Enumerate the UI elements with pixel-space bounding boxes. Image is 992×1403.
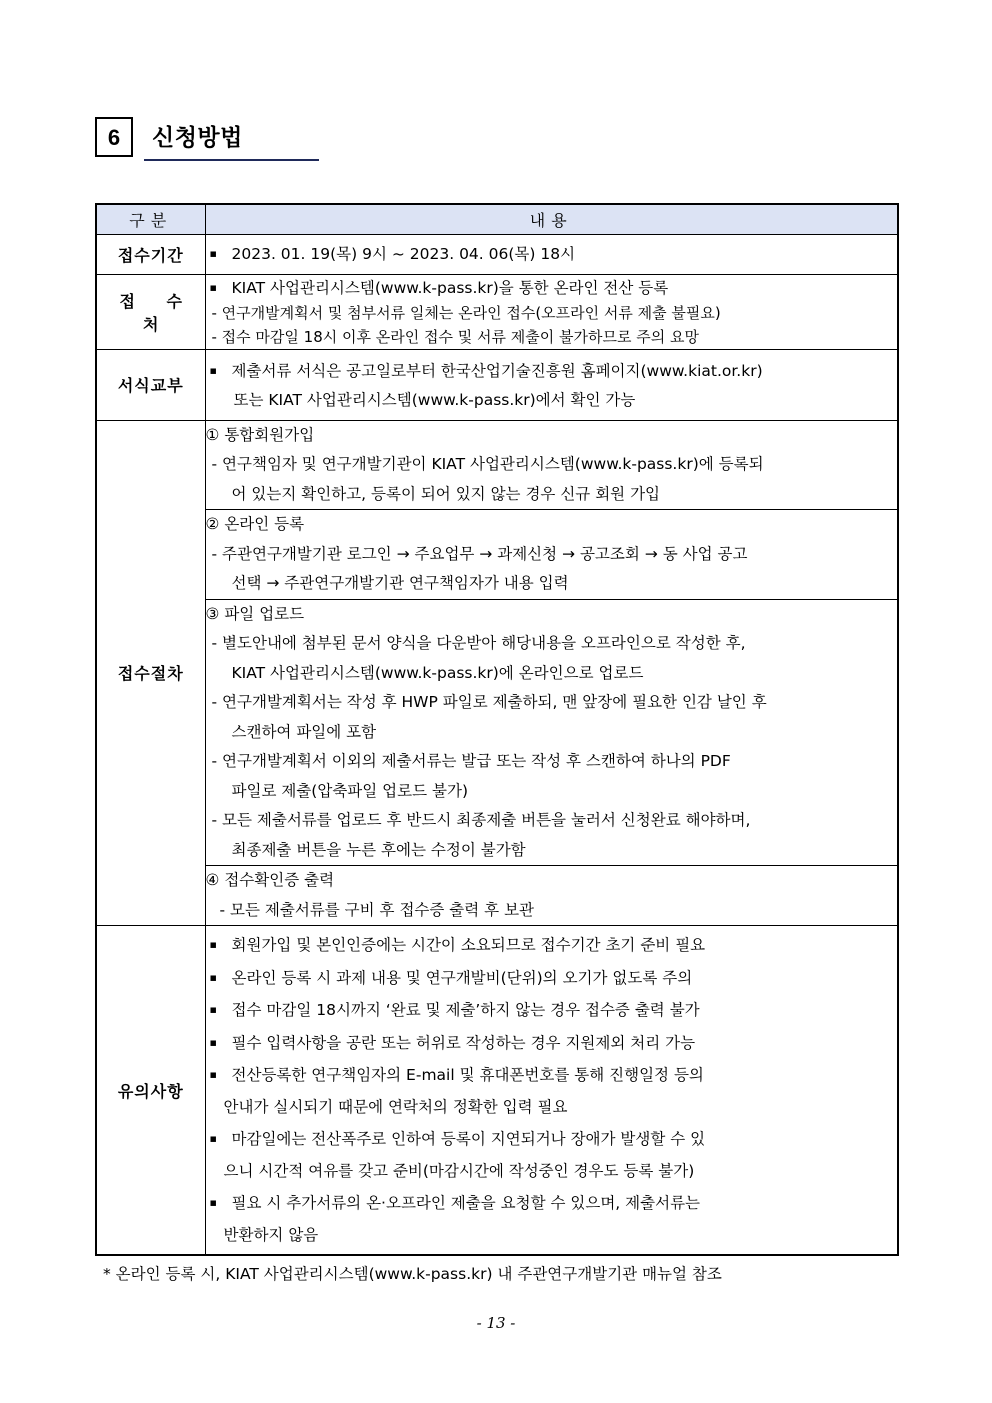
forms-content (205, 349, 898, 420)
section-title-underline (144, 159, 319, 161)
caution-1: ▪ 회원가입 및 본인인증에는 시간이 소요되므로 접수기간 초기 준비 필요 (206, 929, 898, 962)
place-bullet: ▪ KIAT 사업관리시스템(www.k-pass.kr)을 통한 온라인 전산 등록 (206, 275, 898, 301)
procedure-label: 접수절차 (96, 420, 205, 926)
step3-line-2: KIAT 사업관리시스템(www.k-pass.kr)에 온라인으로 업로드 (231, 663, 644, 682)
caution-5-line-2: 안내가 실시되기 때문에 연락처의 정확한 입력 필요 (223, 1097, 568, 1116)
cautions-label: 유의사항 (96, 926, 205, 1256)
place-label: 접 수 처 (96, 274, 205, 349)
procedure-step3 (205, 599, 898, 866)
place-dash-1: - 연구개발계획서 및 첨부서류 일체는 온라인 접수(오프라인 서류 제출 불필요) (211, 303, 721, 322)
step2-line-2: 선택 → 주관연구개발기관 연구책임자가 내용 입력 (231, 574, 569, 592)
section-title: 신청방법 (152, 125, 243, 151)
forms-line-1: ▪ 제출서류 서식은 공고일로부터 한국산업기술진흥원 홈페이지(www.kiat.or.kr) (206, 356, 898, 387)
forms-line-2: 또는 KIAT 사업관리시스템(www.k-pass.kr)에서 확인 가능 (233, 391, 636, 409)
footnote: * 온라인 등록 시, KIAT 사업관리시스템(www.k-pass.kr) 내 주관연구개발기관 매뉴얼 참조 (103, 1265, 722, 1283)
procedure-step2 (205, 510, 898, 600)
step1-line-1: - 연구책임자 및 연구개발기관이 KIAT 사업관리시스템(www.k-pass.kr)에 등록되 (211, 455, 764, 473)
period-label: 접수기간 (96, 235, 205, 275)
header-content: 내용 (205, 204, 898, 235)
caution-6-line-1: ▪ 마감일에는 전산폭주로 인하여 등록이 지연되거나 장애가 발생할 수 있 (206, 1123, 898, 1156)
place-dash-2: - 접수 마감일 18시 이후 온라인 접수 및 서류 제출이 불가하므로 주의 요망 (211, 327, 699, 346)
step3-line-1: - 별도안내에 첨부된 문서 양식을 다운받아 해당내용을 오프라인으로 작성한 후, (211, 634, 746, 652)
section-number: 6 (95, 117, 133, 157)
application-method-table (95, 203, 899, 1256)
procedure-step4 (205, 866, 898, 926)
step1-line-2: 어 있는지 확인하고, 등록이 되어 있지 않는 경우 신규 회원 가입 (231, 484, 661, 503)
forms-label: 서식교부 (96, 349, 205, 420)
caution-7-line-1: ▪ 필요 시 추가서류의 온·오프라인 제출을 요청할 수 있으며, 제출서류는 (206, 1187, 898, 1220)
caution-2: ▪ 온라인 등록 시 과제 내용 및 연구개발비(단위)의 오기가 없도록 주의 (206, 962, 898, 995)
step3-line-4: 스캔하여 파일에 포함 (231, 722, 377, 741)
period-line: ▪ 2023. 01. 19(목) 9시 ~ 2023. 04. 06(목) 18시 (206, 239, 898, 270)
step2-line-1: - 주관연구개발기관 로그인 → 주요업무 → 과제신청 → 공고조회 → 동 사업 공고 (211, 544, 748, 563)
header-category: 구분 (96, 204, 205, 235)
caution-6-line-2: 으니 시간적 여유를 갖고 준비(마감시간에 작성중인 경우도 등록 불가) (223, 1161, 695, 1180)
step4-line-1: - 모든 제출서류를 구비 후 접수증 출력 후 보관 (219, 900, 535, 919)
caution-4: ▪ 필수 입력사항을 공란 또는 허위로 작성하는 경우 지원제외 처리 가능 (206, 1027, 898, 1060)
row-period (96, 235, 898, 275)
step1-title: ① 통합회원가입 (205, 425, 315, 444)
step3-line-8: 최종제출 버튼을 누른 후에는 수정이 불가함 (231, 840, 526, 859)
step2-title: ② 온라인 등록 (205, 515, 305, 533)
place-content (205, 274, 898, 349)
period-content (205, 235, 898, 275)
step4-title: ④ 접수확인증 출력 (205, 871, 335, 889)
procedure-step1 (205, 420, 898, 510)
row-forms (96, 349, 898, 420)
caution-5-line-1: ▪ 전산등록한 연구책임자의 E-mail 및 휴대폰번호를 통해 진행일정 등의 (206, 1059, 898, 1092)
row-place (96, 274, 898, 349)
step3-line-5: - 연구개발계획서 이외의 제출서류는 발급 또는 작성 후 스캔하여 하나의 PDF (211, 752, 731, 770)
table-header-row (96, 204, 898, 235)
row-procedure-step4 (96, 866, 898, 926)
page-number: - 13 - (476, 1314, 516, 1332)
row-procedure-step1 (96, 420, 898, 510)
cautions-content (205, 926, 898, 1256)
row-procedure-step3 (96, 599, 898, 866)
step3-title: ③ 파일 업로드 (205, 604, 305, 623)
row-cautions (96, 926, 898, 1256)
section-heading (95, 117, 320, 163)
step3-line-6: 파일로 제출(압축파일 업로드 불가) (231, 781, 468, 800)
caution-3: ▪ 접수 마감일 18시까지 ‘완료 및 제출’하지 않는 경우 접수증 출력 불가 (206, 994, 898, 1027)
step3-line-7: - 모든 제출서류를 업로드 후 반드시 최종제출 버튼을 눌러서 신청완료 해야하며, (211, 811, 751, 829)
caution-7-line-2: 반환하지 않음 (223, 1225, 319, 1244)
row-procedure-step2 (96, 510, 898, 600)
step3-line-3: - 연구개발계획서는 작성 후 HWP 파일로 제출하되, 맨 앞장에 필요한 인감 날인 후 (211, 693, 767, 711)
